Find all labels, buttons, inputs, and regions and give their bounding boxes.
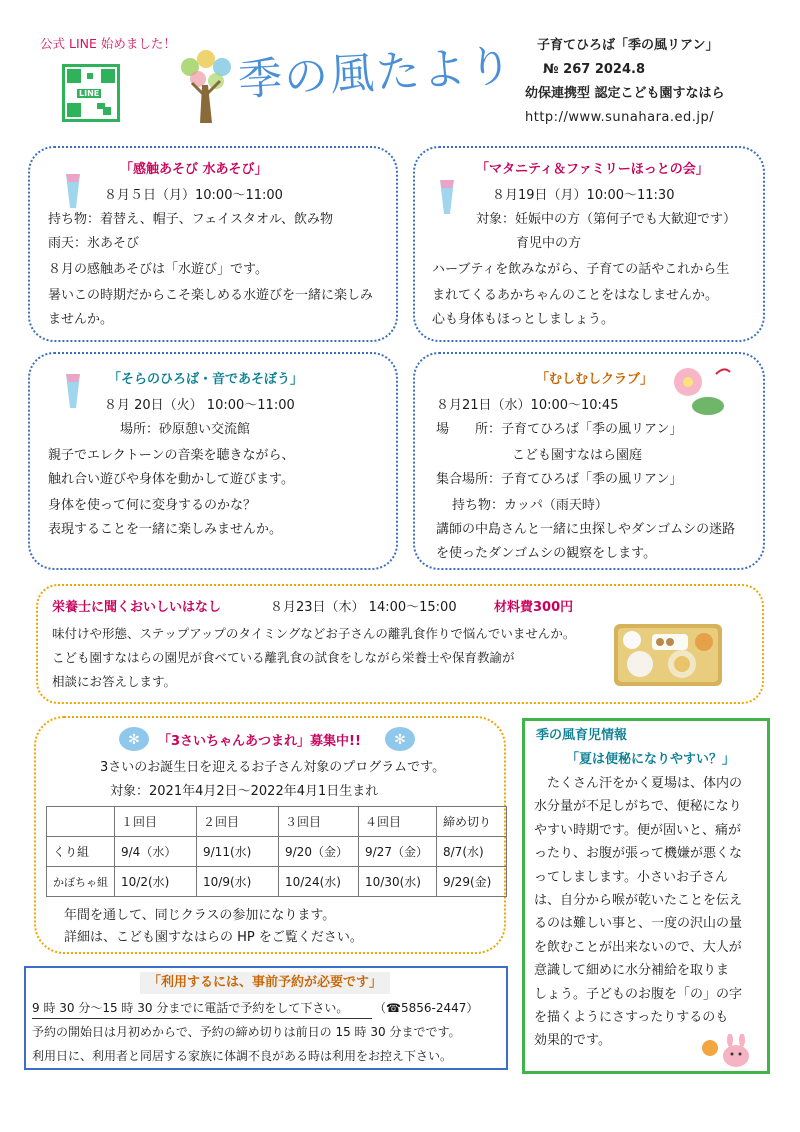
table-cell <box>47 807 115 837</box>
table-cell: ４回目 <box>359 807 437 837</box>
health-line: を飲むことが出来ないので、大人が <box>534 939 742 955</box>
sora-place: 場所：砂原憩い交流館 <box>120 422 251 437</box>
mushi-desc2: を使ったダンゴムシの観察をします。 <box>436 546 657 561</box>
sansai-desc: 3さいのお誕生日を迎えるお子さん対象のプログラムです。 <box>100 760 446 775</box>
sansai-note2: 詳細は、こども園すなはらの HP をご覧ください。 <box>64 930 363 945</box>
table-cell: くり組 <box>47 837 115 867</box>
kanshoku-desc2: 暑いこの時期だからこそ楽しめる水遊びを一緒に楽しみ <box>48 288 374 303</box>
fan-icon <box>62 372 84 410</box>
health-line: るのは難しい事と、一度の沢山の量 <box>534 916 743 932</box>
health-line: 効果的です。 <box>534 1033 611 1049</box>
mushi-title: 「むしむしクラブ」 <box>536 372 654 387</box>
snowflake-cloud-icon <box>118 726 150 752</box>
reservation-phone: （☎5856-2447） <box>374 1001 479 1015</box>
issue-number: № 267 2024.8 <box>543 62 645 77</box>
health-line: ったり、お腹が張って機嫌が悪くな <box>534 846 743 862</box>
kanshoku-title: 「感触あそび 水あそび」 <box>120 162 268 177</box>
sora-datetime: ８月 20日（火） 10:00～11:00 <box>104 398 295 413</box>
nutrition-desc2: こども園すなはらの園児が食べている離乳食の試食をしながら栄養士や保育教諭が <box>52 650 515 665</box>
svg-text:✻: ✻ <box>394 732 406 748</box>
nutrition-desc1: 味付けや形態、ステップアップのタイミングなどお子さんの離乳食作りで悩んでいませんか。 <box>52 626 576 641</box>
health-line: 水分量が不足しがちで、便秘になり <box>534 799 742 815</box>
org-url[interactable]: http://www.sunahara.ed.jp/ <box>525 110 715 125</box>
health-label: 季の風育児情報 <box>536 728 628 743</box>
health-line: しょう。子どものお腹を「の」の字 <box>534 986 743 1002</box>
sansai-schedule-table <box>46 806 507 897</box>
mushi-meet: 集合場所：子育てひろば「季の風リアン」 <box>436 472 683 487</box>
svg-text:✻: ✻ <box>128 732 140 748</box>
sora-desc3: 身体を使って何に変身するのかな？ <box>48 498 257 513</box>
maternity-datetime: ８月19日（月）10:00～11:30 <box>492 188 675 203</box>
table-row <box>47 837 507 867</box>
reservation-title: 「利用するには、事前予約が必要です」 <box>148 975 383 990</box>
sansai-note1: 年間を通して、同じクラスの参加になります。 <box>64 908 336 923</box>
fan-icon <box>62 172 84 210</box>
table-cell: ２回目 <box>197 807 279 837</box>
table-cell: 9/20（金） <box>279 837 359 867</box>
maternity-desc1: ハーブティを飲みながら、子育ての話やこれから生 <box>432 262 730 277</box>
health-body <box>534 772 762 1053</box>
table-cell: 9/4（水） <box>115 837 197 867</box>
newsletter-title: 季の風たより <box>236 40 516 106</box>
nutrition-title: 栄養士に聞くおいしいはなし <box>52 600 222 615</box>
sansai-title: 「3さいちゃんあつまれ」募集中!! <box>158 734 361 749</box>
org-type: 幼保連携型 認定こども園すなはら <box>525 86 725 101</box>
line-notice: 公式 LINE 始めました！ <box>40 36 176 51</box>
table-row <box>47 867 507 897</box>
sora-desc2: 触れ合い遊びや身体を動かして遊びます。 <box>48 472 294 487</box>
table-cell: １回目 <box>115 807 197 837</box>
table-cell: 締め切り <box>437 807 507 837</box>
health-title: 「夏は便秘になりやすい？」 <box>566 752 736 767</box>
maternity-target1: 対象：妊娠中の方（第何子でも大歓迎です） <box>476 212 737 227</box>
sora-desc4: 表現することを一緒に楽しみませんか。 <box>48 522 283 537</box>
maternity-target2: 育児中の方 <box>516 236 582 251</box>
table-cell: 10/9(水) <box>197 867 279 897</box>
rabbit-character-icon <box>700 1034 756 1068</box>
mushi-datetime: ８月21日（水）10:00～10:45 <box>436 398 619 413</box>
mushi-place: 場 所：子育てひろば「季の風リアン」 <box>436 422 683 437</box>
health-line: を描くようにさすったりするのも <box>534 1010 729 1026</box>
kanshoku-rain: 雨天：氷あそび <box>48 236 140 251</box>
line-qr-code[interactable] <box>62 64 120 122</box>
mushi-items: 持ち物：カッパ（雨天時） <box>452 498 608 513</box>
reservation-line2: 予約の開始日は月初めからで、予約の締め切りは前日の 15 時 30 分までです。 <box>32 1025 461 1039</box>
maternity-desc2: まれてくるあかちゃんのことをはなしませんか。 <box>432 288 719 303</box>
health-line: 意識して細めに水分補給を取りま <box>534 963 730 979</box>
health-line: たくさん汗をかく夏場は、体内の <box>534 776 743 791</box>
health-line: ってしまします。小さいお子さん <box>534 869 728 885</box>
nutrition-fee: 材料費300円 <box>494 600 574 615</box>
baby-food-tray-image <box>612 620 724 690</box>
qr-line-label: LINE <box>79 89 100 98</box>
table-cell: ３回目 <box>279 807 359 837</box>
tree-logo-icon <box>170 45 240 130</box>
table-cell: 9/11(水) <box>197 837 279 867</box>
maternity-title: 「マタニティ＆ファミリーほっとの会」 <box>476 162 709 177</box>
kanshoku-items: 持ち物：着替え、帽子、フェイスタオル、飲み物 <box>48 212 333 227</box>
table-cell: 10/30(水) <box>359 867 437 897</box>
kanshoku-desc3: ませんか。 <box>48 312 114 327</box>
sora-desc1: 親子でエレクトーンの音楽を聴きながら、 <box>48 448 295 463</box>
flower-icon <box>668 362 738 418</box>
nutrition-desc3: 相談にお答えします。 <box>52 674 177 689</box>
table-cell: 8/7(水) <box>437 837 507 867</box>
reservation-line3: 利用日に、利用者と同居する家族に体調不良がある時は利用をお控え下さい。 <box>32 1049 453 1063</box>
health-line: は、自分から喉が乾いたことを伝え <box>534 893 743 909</box>
kanshoku-datetime: ８月５日（月）10:00～11:00 <box>104 188 283 203</box>
mushi-place2: こども園すなはら園庭 <box>512 448 643 463</box>
fan-icon <box>436 178 458 216</box>
underline-divider <box>32 1018 372 1019</box>
health-line: やすい時期です。便が固いと、痛が <box>534 822 741 838</box>
sora-title: 「そらのひろば・音であそぼう」 <box>108 372 304 387</box>
table-header-row <box>47 807 507 837</box>
reservation-line1: 9 時 30 分～15 時 30 分までに電話で予約をして下さい。 <box>32 1001 349 1015</box>
org-info <box>525 34 785 130</box>
mushi-desc1: 講師の中島さんと一緒に虫探しやダンゴムシの迷路 <box>436 522 736 537</box>
snowflake-cloud-icon <box>384 726 416 752</box>
table-cell: 9/27（金） <box>359 837 437 867</box>
table-cell: 10/2(水) <box>115 867 197 897</box>
table-cell: 9/29(金) <box>437 867 507 897</box>
kanshoku-desc1: ８月の感触あそびは「水遊び」です。 <box>48 262 268 277</box>
nutrition-datetime: ８月23日（木） 14:00～15:00 <box>270 600 457 615</box>
maternity-desc3: 心も身体もほっとしましょう。 <box>432 312 615 327</box>
sansai-target: 対象：2021年4月2日～2022年4月1日生まれ <box>110 784 379 799</box>
org-name: 子育てひろば「季の風リアン」 <box>537 38 719 53</box>
table-cell: かぼちゃ組 <box>47 867 115 897</box>
table-cell: 10/24(水) <box>279 867 359 897</box>
